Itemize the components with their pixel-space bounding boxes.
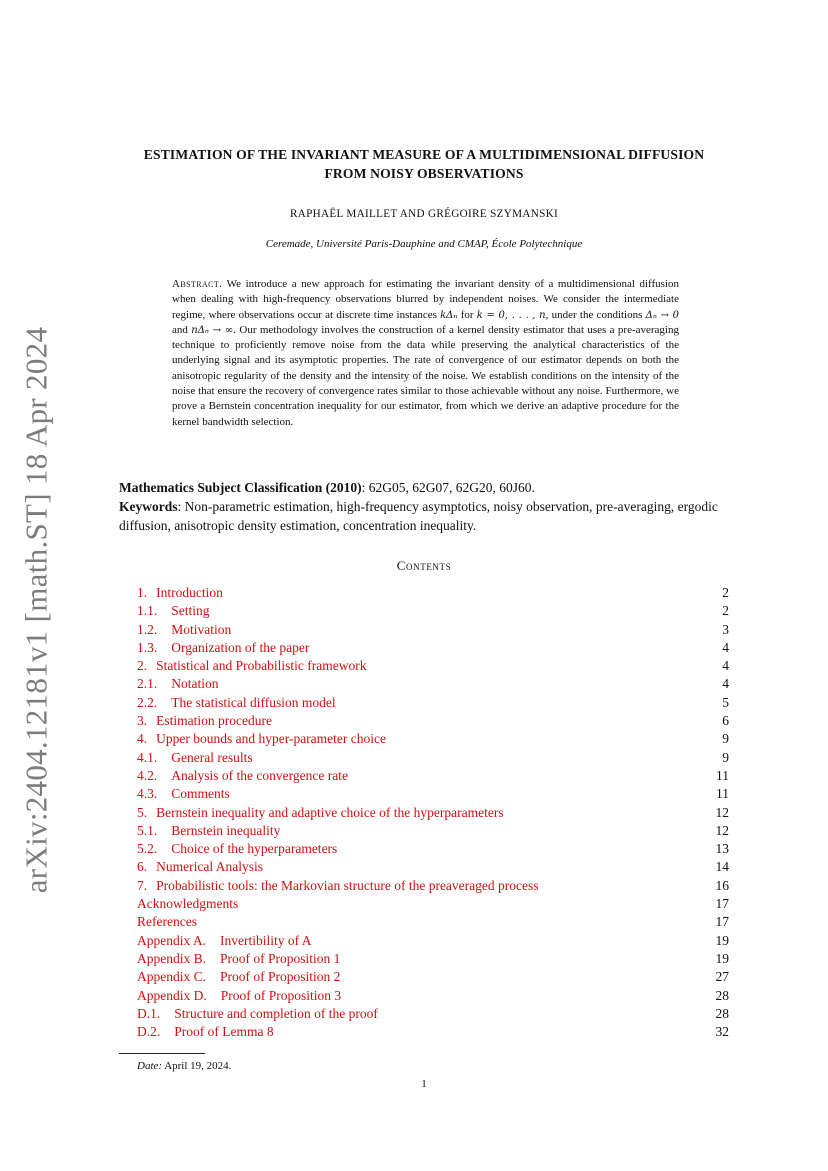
toc-entry[interactable] [137, 858, 729, 876]
toc-entry[interactable] [137, 987, 729, 1005]
toc-entry-title: Invertibility of A [220, 932, 312, 948]
toc-entry-number: 2.2. [137, 694, 158, 710]
toc-entry-page: 17 [715, 914, 729, 930]
toc-entry-link[interactable] [137, 932, 312, 950]
toc-entry-page: 28 [715, 1005, 729, 1021]
toc-entry[interactable] [137, 657, 729, 675]
toc-entry-number: Appendix C. [137, 969, 206, 985]
toc-entry-number: 5. [137, 804, 148, 820]
keywords-line [119, 497, 759, 535]
toc-entry[interactable] [137, 584, 729, 602]
msc-line [119, 478, 759, 497]
toc-entry-page: 12 [715, 822, 729, 838]
toc-entry-page: 2 [722, 585, 729, 600]
toc-entry-link[interactable] [137, 694, 336, 712]
abstract-math-1: kΔₙ [440, 309, 458, 321]
toc-entry[interactable] [137, 602, 729, 620]
toc-entry-page: 13 [715, 841, 729, 857]
affiliation: Ceremade, Université Paris-Dauphine and CMAP, École Polytechnique [265, 238, 583, 250]
abstract-text-3: , under the conditions [545, 308, 646, 321]
toc-entry[interactable] [137, 694, 729, 712]
toc-entry[interactable] [137, 749, 729, 767]
toc-entry-number: 2. [137, 658, 148, 674]
msc-value: : 62G05, 62G07, 62G20, 60J60. [361, 480, 535, 495]
toc-entry-number: 1.1. [137, 603, 158, 619]
toc-entry-link[interactable] [137, 639, 309, 657]
abstract-text-2: for [457, 308, 477, 321]
toc-entry[interactable] [137, 932, 729, 950]
classification-block [119, 478, 759, 535]
toc-entry-link[interactable] [137, 822, 280, 840]
toc-entry-number: 2.1. [137, 676, 158, 692]
toc-entry[interactable] [137, 767, 729, 785]
toc-entry-title: References [137, 914, 197, 930]
abstract [172, 277, 679, 430]
toc-entry[interactable] [137, 877, 729, 895]
toc-entry[interactable] [137, 804, 729, 822]
toc-entry-number: D.2. [137, 1024, 161, 1040]
toc-entry-number: 1. [137, 585, 148, 600]
page-number: 1 [421, 1078, 427, 1090]
toc-entry-link[interactable] [137, 712, 272, 730]
toc-entry-title: Motivation [171, 621, 232, 637]
title-line-1: ESTIMATION OF THE INVARIANT MEASURE OF A MULTIDIMENSIONAL DIFFUSION [143, 147, 705, 162]
authors: RAPHAËL MAILLET AND GRÉGOIRE SZYMANSKI [289, 208, 559, 220]
toc-entry-title: Upper bounds and hyper-parameter choice [156, 731, 387, 747]
toc-entry-title: Introduction [156, 585, 223, 600]
toc-entry[interactable] [137, 675, 729, 693]
abstract-math-4: nΔₙ → ∞ [191, 324, 234, 336]
toc-entry-link[interactable] [137, 804, 504, 822]
toc-entry[interactable] [137, 968, 729, 986]
toc-entry-page: 11 [716, 767, 729, 783]
toc-entry-page: 27 [715, 969, 729, 985]
toc-entry-title: Notation [171, 676, 219, 692]
toc-entry[interactable] [137, 1023, 729, 1041]
toc-entry-title: Setting [171, 603, 210, 619]
toc-entry-title: Probabilistic tools: the Markovian structure of the preaveraged process [156, 877, 539, 893]
toc-entry-title: General results [171, 749, 253, 765]
toc-entry-number: 3. [137, 713, 148, 729]
toc-entry-page: 3 [722, 621, 729, 637]
date-label: Date: [137, 1060, 163, 1072]
toc-entry[interactable] [137, 1005, 729, 1023]
toc-entry-link[interactable] [137, 895, 238, 913]
toc-entry-link[interactable] [137, 1005, 378, 1023]
toc-entry-title: Proof of Lemma 8 [174, 1024, 274, 1040]
toc-entry-number: 7. [137, 877, 148, 893]
toc-entry-link[interactable] [137, 785, 230, 803]
toc-entry-number: 6. [137, 859, 148, 875]
toc-entry-title: Comments [171, 786, 230, 802]
toc-entry-page: 12 [715, 804, 729, 820]
keywords-value: : Non-parametric estimation, high-frequency asymptotics, noisy observation, pre-averaging, ergodic diffusion, anisotropic density estimation, concentration inequality. [119, 499, 718, 533]
toc-entry-number: 4.1. [137, 749, 158, 765]
toc-entry-page: 32 [715, 1024, 729, 1040]
toc-entry-title: Bernstein inequality [171, 822, 281, 838]
toc-entry-number: Appendix A. [137, 932, 206, 948]
toc-entry-link[interactable] [137, 621, 231, 639]
toc-entry-number: 4.3. [137, 786, 158, 802]
toc-entry-number: 5.1. [137, 822, 158, 838]
toc-entry[interactable] [137, 950, 729, 968]
toc-entry-page: 28 [715, 987, 729, 1003]
toc-entry-number: 5.2. [137, 841, 158, 857]
arxiv-watermark [10, 326, 62, 894]
toc-entry-title: Estimation procedure [156, 713, 272, 729]
toc-entry-link[interactable] [137, 840, 337, 858]
toc-entry[interactable] [137, 895, 729, 913]
abstract-math-2: k = 0, . . . , n [476, 309, 546, 321]
toc-entry-title: Bernstein inequality and adaptive choice of the hyperparameters [156, 804, 504, 820]
toc-entry-page: 9 [722, 749, 729, 765]
toc-entry-number: Appendix D. [137, 987, 207, 1003]
toc-entry-title: Proof of Proposition 3 [220, 987, 342, 1003]
toc-entry-number: D.1. [137, 1005, 161, 1021]
toc-entry-page: 19 [715, 950, 729, 966]
toc-entry-title: Numerical Analysis [156, 859, 263, 875]
toc-entry-page: 9 [722, 731, 729, 747]
table-of-contents [137, 584, 729, 1041]
footnote-rule [119, 1053, 205, 1054]
toc-entry-link[interactable] [137, 749, 253, 767]
toc-entry-link[interactable] [137, 858, 263, 876]
title-line-2: FROM NOISY OBSERVATIONS [324, 166, 524, 181]
toc-entry-page: 5 [722, 694, 729, 710]
toc-entry[interactable] [137, 822, 729, 840]
toc-entry-link[interactable] [137, 987, 341, 1005]
toc-entry-page: 2 [722, 603, 729, 619]
toc-entry-link[interactable] [137, 730, 386, 748]
date-footnote [137, 1060, 231, 1072]
toc-entry-page: 14 [715, 859, 729, 875]
paper-title [100, 145, 748, 183]
toc-entry-link[interactable] [137, 675, 219, 693]
toc-entry-number: 4.2. [137, 767, 158, 783]
toc-entry-link[interactable] [137, 657, 366, 675]
toc-entry-link[interactable] [137, 913, 197, 931]
toc-entry-link[interactable] [137, 602, 210, 620]
toc-entry-link[interactable] [137, 950, 340, 968]
toc-entry-title: The statistical diffusion model [171, 694, 336, 710]
abstract-text-1: We introduce a new approach for estimating the invariant density of a multidimensional diffusion when dealing with high-frequency observations blurred by independent noises. We consider the intermediate regime, where observations occur at discrete time instances [172, 278, 679, 321]
toc-entry[interactable] [137, 913, 729, 931]
toc-entry-link[interactable] [137, 584, 223, 602]
toc-entry-number: Appendix B. [137, 950, 206, 966]
toc-entry[interactable] [137, 639, 729, 657]
toc-entry-title: Structure and completion of the proof [174, 1005, 378, 1021]
contents-heading: Contents [396, 558, 452, 573]
toc-entry-title: Organization of the paper [171, 639, 310, 655]
toc-entry-page: 16 [715, 877, 729, 893]
toc-entry-page: 11 [716, 786, 729, 802]
toc-entry-link[interactable] [137, 767, 348, 785]
msc-label: Mathematics Subject Classification (2010) [119, 480, 362, 495]
toc-entry-page: 6 [722, 713, 729, 729]
toc-entry-number: 4. [137, 731, 148, 747]
toc-entry[interactable] [137, 730, 729, 748]
toc-entry-title: Proof of Proposition 1 [220, 950, 341, 966]
toc-entry-link[interactable] [137, 968, 340, 986]
toc-entry-title: Statistical and Probabilistic framework [156, 658, 367, 674]
abstract-text-5: . Our methodology involves the construction of a kernel density estimator that uses a pre-averaging technique to proficiently remove noise from the data while preserving the analytical characteristics of the underlying signal and its asymptotic properties. The rate of convergence of our estimator depends on both the anisotropic regularity of the density and the intensity of the noise. We establish conditions on the intensity of the noise that ensure the recovery of convergence rates similar to those achievable without any noise. Furthermore, we prove a Bernstein concentration inequality for our estimator, from which we derive an adaptive procedure for the kernel bandwidth selection. [172, 323, 679, 428]
toc-entry-number: 1.2. [137, 621, 158, 637]
toc-entry-page: 4 [722, 676, 729, 692]
toc-entry[interactable] [137, 785, 729, 803]
toc-entry-title: Proof of Proposition 2 [220, 969, 341, 985]
toc-entry[interactable] [137, 840, 729, 858]
toc-entry-title: Acknowledgments [137, 896, 239, 912]
toc-entry-title: Choice of the hyperparameters [171, 841, 338, 857]
toc-entry-title: Analysis of the convergence rate [171, 767, 348, 783]
keywords-label: Keywords [119, 499, 178, 514]
toc-entry-link[interactable] [137, 877, 539, 895]
toc-entry-page: 17 [715, 896, 729, 912]
toc-entry-number: 1.3. [137, 639, 158, 655]
toc-entry-page: 19 [715, 932, 729, 948]
toc-entry[interactable] [137, 621, 729, 639]
abstract-math-3: Δₙ → 0 [645, 309, 679, 321]
abstract-heading: Abstract. [172, 278, 223, 290]
arxiv-id-text: arXiv:2404.12181v1 [math.ST] 18 Apr 2024 [18, 326, 54, 894]
toc-entry-page: 4 [722, 639, 729, 655]
toc-entry-page: 4 [722, 658, 729, 674]
abstract-text-4: and [172, 323, 192, 336]
date-value: April 19, 2024. [162, 1060, 232, 1072]
toc-entry-link[interactable] [137, 1023, 274, 1041]
toc-entry[interactable] [137, 712, 729, 730]
